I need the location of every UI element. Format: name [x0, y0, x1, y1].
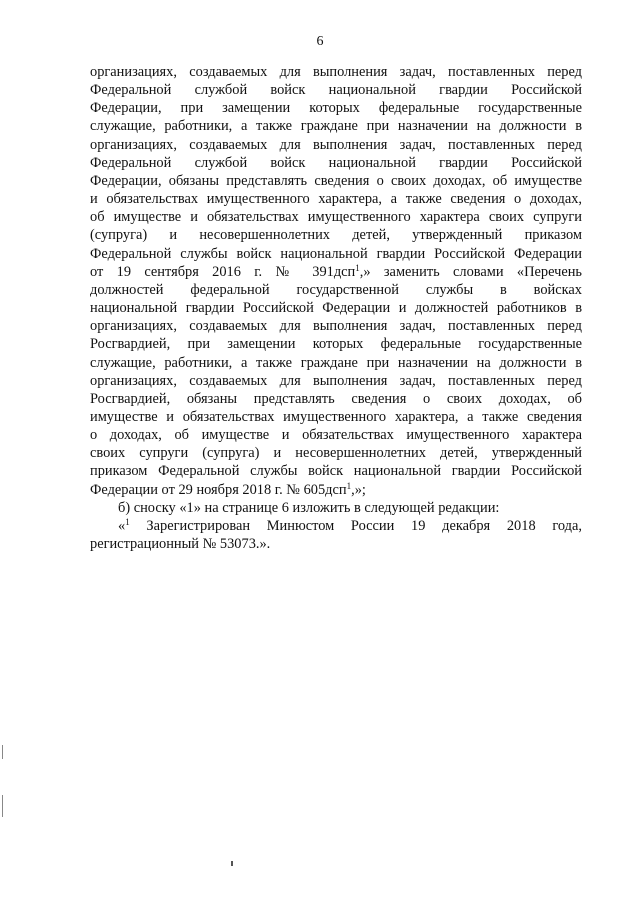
- text-line: б) сноску «1» на странице 6 изложить в следующей редакции:: [118, 499, 500, 516]
- text-line: своих супруги (супруга) и несовершеннолетних детей, утвержденный: [90, 445, 582, 462]
- text-line: [90, 517, 582, 535]
- text-line: и обязательствах имущественного характера, а также сведения о доходах,: [90, 191, 582, 208]
- text-line: Росгвардией, обязаны представлять сведения о своих доходах, об: [90, 390, 582, 407]
- text-line: Федерации, обязаны представлять сведения о своих доходах, об имуществе: [90, 172, 582, 189]
- text-line: приказом Федеральной службы войск национальной гвардии Российской: [90, 463, 582, 480]
- text-line: организациях, создаваемых для выполнения задач, поставленных перед: [90, 318, 582, 335]
- document-body: [90, 63, 582, 553]
- text-line: об имуществе и обязательствах имущественного характера своих супруги: [90, 209, 582, 226]
- text-line: Федеральной службой войск национальной гвардии Российской: [90, 154, 582, 171]
- text-line: должностей федеральной государственной службы в войсках: [90, 281, 582, 298]
- paragraph-amendment-b: [90, 499, 582, 517]
- text-fragment: Зарегистрирован Минюстом России 19 декабря 2018 года,: [129, 517, 582, 534]
- text-fragment: ,» заменить словами «Перечень: [359, 263, 582, 280]
- text-line: регистрационный № 53073.».: [90, 536, 271, 553]
- text-line: (супруга) и несовершеннолетних детей, утвержденный приказом: [90, 227, 582, 244]
- open-quote: «: [118, 517, 126, 534]
- text-line-footnote-ref: [90, 263, 582, 281]
- scan-artifact: [231, 861, 233, 866]
- footnote-marker: 1: [125, 516, 130, 527]
- text-line: о доходах, об имуществе и обязательствах имущественного характера: [90, 427, 582, 444]
- text-line: Росгвардией, при замещении которых федеральные государственные: [90, 336, 582, 353]
- text-line: организациях, создаваемых для выполнения задач, поставленных перед: [90, 372, 582, 389]
- text-line: служащие, работники, а также граждане при назначении на должности в: [90, 118, 582, 135]
- text-line: служащие, работники, а также граждане при назначении на должности в: [90, 354, 582, 371]
- scan-artifact: [2, 745, 3, 759]
- text-fragment: от 19 сентября 2016 г. № 391дсп: [90, 263, 356, 280]
- text-line: организациях, создаваемых для выполнения задач, поставленных перед: [90, 136, 582, 153]
- paragraph-amendment-a: [90, 63, 582, 499]
- text-line: национальной гвардии Российской Федерации и должностей работников в: [90, 300, 582, 317]
- footnote-marker: 1: [346, 480, 352, 491]
- text-line: Федерации, при замещении которых федеральные государственные: [90, 100, 582, 117]
- text-line: организациях, создаваемых для выполнения задач, поставленных перед: [90, 64, 582, 80]
- page-number: 6: [316, 34, 324, 49]
- text-line: имуществе и обязательствах имущественного характера, а также сведения: [90, 408, 582, 425]
- footnote-marker: 1: [355, 262, 360, 273]
- paragraph-footnote-text: [90, 517, 582, 553]
- text-fragment: ,»;: [351, 481, 366, 498]
- text-line: Федеральной службы войск национальной гвардии Российской Федерации: [90, 245, 582, 262]
- scan-artifact: [2, 795, 3, 817]
- text-line: Федеральной службой войск национальной гвардии Российской: [90, 82, 582, 99]
- text-fragment: Федерации от 29 ноября 2018 г. № 605дсп: [90, 481, 347, 498]
- text-line-footnote-ref: [90, 481, 582, 499]
